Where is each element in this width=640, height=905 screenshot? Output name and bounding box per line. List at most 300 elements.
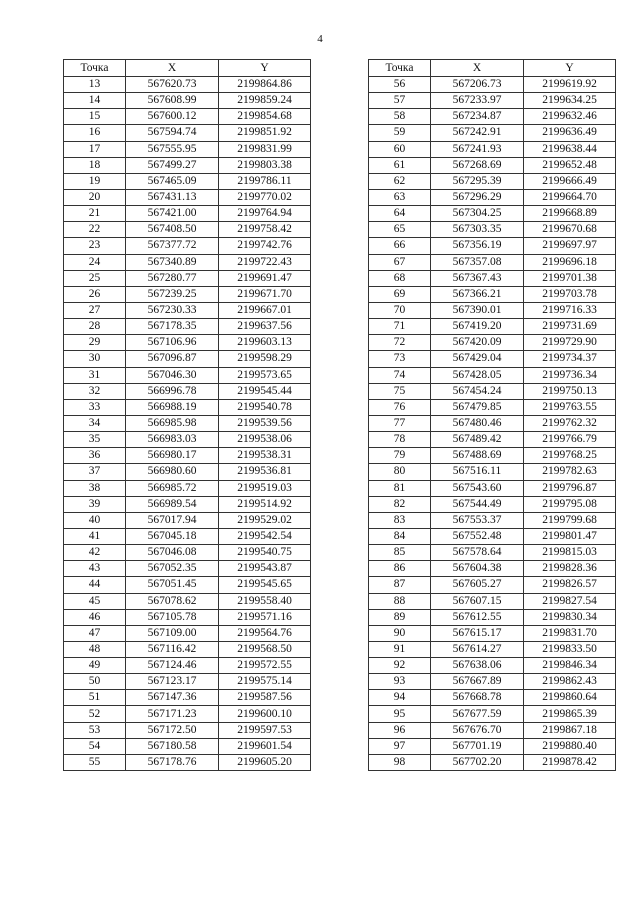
column-header-x: X <box>431 60 524 77</box>
point-cell: 72 <box>369 335 431 351</box>
y-coordinate-cell: 2199831.99 <box>219 141 311 157</box>
x-coordinate-cell: 567078.62 <box>126 593 219 609</box>
table-row <box>64 254 311 270</box>
x-coordinate-cell: 567106.96 <box>126 335 219 351</box>
table-row <box>369 577 616 593</box>
table-row <box>369 335 616 351</box>
point-cell: 88 <box>369 593 431 609</box>
point-cell: 30 <box>64 351 126 367</box>
y-coordinate-cell: 2199742.76 <box>219 238 311 254</box>
page-number: 4 <box>317 33 323 45</box>
y-coordinate-cell: 2199799.68 <box>524 512 616 528</box>
point-cell: 67 <box>369 254 431 270</box>
y-coordinate-cell: 2199854.68 <box>219 109 311 125</box>
point-cell: 55 <box>64 754 126 770</box>
x-coordinate-cell: 567667.89 <box>431 674 524 690</box>
table-row <box>369 674 616 690</box>
point-cell: 80 <box>369 464 431 480</box>
x-coordinate-cell: 567096.87 <box>126 351 219 367</box>
point-cell: 31 <box>64 367 126 383</box>
table-row <box>369 706 616 722</box>
table-row <box>64 335 311 351</box>
table-row <box>64 658 311 674</box>
table-row <box>64 77 311 93</box>
table-row <box>369 270 616 286</box>
y-coordinate-cell: 2199880.40 <box>524 738 616 754</box>
y-coordinate-cell: 2199867.18 <box>524 722 616 738</box>
table-row <box>369 609 616 625</box>
point-cell: 14 <box>64 93 126 109</box>
x-coordinate-cell: 567420.09 <box>431 335 524 351</box>
x-coordinate-cell: 567544.49 <box>431 496 524 512</box>
table-row <box>369 367 616 383</box>
table-row <box>369 125 616 141</box>
x-coordinate-cell: 567234.87 <box>431 109 524 125</box>
point-cell: 61 <box>369 157 431 173</box>
point-cell: 29 <box>64 335 126 351</box>
table-row <box>369 173 616 189</box>
point-cell: 85 <box>369 545 431 561</box>
table-row <box>369 641 616 657</box>
y-coordinate-cell: 2199758.42 <box>219 222 311 238</box>
table-row <box>369 690 616 706</box>
table-row <box>369 625 616 641</box>
point-cell: 56 <box>369 77 431 93</box>
x-coordinate-cell: 567242.91 <box>431 125 524 141</box>
table-row <box>369 254 616 270</box>
table-row <box>64 464 311 480</box>
table-row <box>369 496 616 512</box>
x-coordinate-cell: 567676.70 <box>431 722 524 738</box>
x-coordinate-cell: 567677.59 <box>431 706 524 722</box>
point-cell: 18 <box>64 157 126 173</box>
x-coordinate-cell: 567429.04 <box>431 351 524 367</box>
x-coordinate-cell: 566980.17 <box>126 448 219 464</box>
table-row <box>64 157 311 173</box>
y-coordinate-cell: 2199545.44 <box>219 383 311 399</box>
y-coordinate-cell: 2199587.56 <box>219 690 311 706</box>
table-row <box>369 561 616 577</box>
y-coordinate-cell: 2199697.97 <box>524 238 616 254</box>
y-coordinate-cell: 2199828.36 <box>524 561 616 577</box>
y-coordinate-cell: 2199539.56 <box>219 415 311 431</box>
point-cell: 95 <box>369 706 431 722</box>
point-cell: 68 <box>369 270 431 286</box>
point-cell: 76 <box>369 399 431 415</box>
y-coordinate-cell: 2199634.25 <box>524 93 616 109</box>
y-coordinate-cell: 2199519.03 <box>219 480 311 496</box>
table-row <box>369 658 616 674</box>
table-row <box>369 448 616 464</box>
x-coordinate-cell: 567239.25 <box>126 286 219 302</box>
x-coordinate-cell: 567702.20 <box>431 754 524 770</box>
y-coordinate-cell: 2199664.70 <box>524 189 616 205</box>
coordinates-table-right <box>368 59 616 771</box>
table-row <box>64 399 311 415</box>
y-coordinate-cell: 2199864.86 <box>219 77 311 93</box>
table-row <box>64 367 311 383</box>
point-cell: 63 <box>369 189 431 205</box>
y-coordinate-cell: 2199601.54 <box>219 738 311 754</box>
y-coordinate-cell: 2199666.49 <box>524 173 616 189</box>
table-row <box>369 222 616 238</box>
table-header-row <box>369 60 616 77</box>
x-coordinate-cell: 567701.19 <box>431 738 524 754</box>
x-coordinate-cell: 567051.45 <box>126 577 219 593</box>
point-cell: 62 <box>369 173 431 189</box>
y-coordinate-cell: 2199770.02 <box>219 189 311 205</box>
y-coordinate-cell: 2199529.02 <box>219 512 311 528</box>
point-cell: 47 <box>64 625 126 641</box>
point-cell: 93 <box>369 674 431 690</box>
table-row <box>369 383 616 399</box>
table-row <box>64 577 311 593</box>
table-row <box>369 319 616 335</box>
table-row <box>64 222 311 238</box>
x-coordinate-cell: 566988.19 <box>126 399 219 415</box>
y-coordinate-cell: 2199558.40 <box>219 593 311 609</box>
point-cell: 45 <box>64 593 126 609</box>
y-coordinate-cell: 2199573.65 <box>219 367 311 383</box>
table-row <box>369 545 616 561</box>
x-coordinate-cell: 567377.72 <box>126 238 219 254</box>
x-coordinate-cell: 567357.08 <box>431 254 524 270</box>
point-cell: 59 <box>369 125 431 141</box>
column-header-point: Точка <box>369 60 431 77</box>
point-cell: 73 <box>369 351 431 367</box>
table-row <box>64 561 311 577</box>
y-coordinate-cell: 2199878.42 <box>524 754 616 770</box>
y-coordinate-cell: 2199668.89 <box>524 206 616 222</box>
point-cell: 83 <box>369 512 431 528</box>
x-coordinate-cell: 567543.60 <box>431 480 524 496</box>
x-coordinate-cell: 567600.12 <box>126 109 219 125</box>
table-row <box>64 141 311 157</box>
x-coordinate-cell: 567604.38 <box>431 561 524 577</box>
x-coordinate-cell: 567147.36 <box>126 690 219 706</box>
table-row <box>64 302 311 318</box>
column-header-y: Y <box>524 60 616 77</box>
x-coordinate-cell: 567109.00 <box>126 625 219 641</box>
point-cell: 27 <box>64 302 126 318</box>
y-coordinate-cell: 2199865.39 <box>524 706 616 722</box>
y-coordinate-cell: 2199764.94 <box>219 206 311 222</box>
x-coordinate-cell: 567172.50 <box>126 722 219 738</box>
point-cell: 79 <box>369 448 431 464</box>
x-coordinate-cell: 567612.55 <box>431 609 524 625</box>
point-cell: 70 <box>369 302 431 318</box>
y-coordinate-cell: 2199762.32 <box>524 415 616 431</box>
x-coordinate-cell: 567465.09 <box>126 173 219 189</box>
x-coordinate-cell: 567594.74 <box>126 125 219 141</box>
point-cell: 35 <box>64 432 126 448</box>
table-row <box>369 754 616 770</box>
x-coordinate-cell: 567356.19 <box>431 238 524 254</box>
point-cell: 21 <box>64 206 126 222</box>
x-coordinate-cell: 567479.85 <box>431 399 524 415</box>
x-coordinate-cell: 567668.78 <box>431 690 524 706</box>
x-coordinate-cell: 567555.95 <box>126 141 219 157</box>
point-cell: 38 <box>64 480 126 496</box>
table-row <box>64 641 311 657</box>
y-coordinate-cell: 2199538.06 <box>219 432 311 448</box>
point-cell: 58 <box>369 109 431 125</box>
y-coordinate-cell: 2199750.13 <box>524 383 616 399</box>
point-cell: 66 <box>369 238 431 254</box>
table-row <box>369 302 616 318</box>
table-row <box>64 690 311 706</box>
point-cell: 75 <box>369 383 431 399</box>
x-coordinate-cell: 567553.37 <box>431 512 524 528</box>
x-coordinate-cell: 567552.48 <box>431 528 524 544</box>
table-row <box>64 270 311 286</box>
point-cell: 13 <box>64 77 126 93</box>
x-coordinate-cell: 567489.42 <box>431 432 524 448</box>
table-body-right <box>369 77 616 771</box>
y-coordinate-cell: 2199795.08 <box>524 496 616 512</box>
table-row <box>369 93 616 109</box>
table-row <box>369 238 616 254</box>
point-cell: 87 <box>369 577 431 593</box>
table-body-left <box>64 77 311 771</box>
point-cell: 22 <box>64 222 126 238</box>
y-coordinate-cell: 2199831.70 <box>524 625 616 641</box>
table-row <box>64 738 311 754</box>
x-coordinate-cell: 567268.69 <box>431 157 524 173</box>
x-coordinate-cell: 567340.89 <box>126 254 219 270</box>
table-row <box>64 189 311 205</box>
x-coordinate-cell: 567366.21 <box>431 286 524 302</box>
point-cell: 98 <box>369 754 431 770</box>
table-row <box>64 109 311 125</box>
x-coordinate-cell: 567045.18 <box>126 528 219 544</box>
point-cell: 19 <box>64 173 126 189</box>
point-cell: 28 <box>64 319 126 335</box>
point-cell: 91 <box>369 641 431 657</box>
x-coordinate-cell: 567607.15 <box>431 593 524 609</box>
y-coordinate-cell: 2199536.81 <box>219 464 311 480</box>
x-coordinate-cell: 567620.73 <box>126 77 219 93</box>
x-coordinate-cell: 566996.78 <box>126 383 219 399</box>
point-cell: 78 <box>369 432 431 448</box>
table-row <box>64 286 311 302</box>
table-row <box>64 674 311 690</box>
x-coordinate-cell: 567390.01 <box>431 302 524 318</box>
y-coordinate-cell: 2199670.68 <box>524 222 616 238</box>
table-row <box>369 528 616 544</box>
y-coordinate-cell: 2199575.14 <box>219 674 311 690</box>
y-coordinate-cell: 2199637.56 <box>219 319 311 335</box>
table-row <box>369 464 616 480</box>
y-coordinate-cell: 2199833.50 <box>524 641 616 657</box>
point-cell: 16 <box>64 125 126 141</box>
y-coordinate-cell: 2199803.38 <box>219 157 311 173</box>
y-coordinate-cell: 2199859.24 <box>219 93 311 109</box>
table-row <box>64 593 311 609</box>
x-coordinate-cell: 567178.35 <box>126 319 219 335</box>
x-coordinate-cell: 567230.33 <box>126 302 219 318</box>
x-coordinate-cell: 567608.99 <box>126 93 219 109</box>
y-coordinate-cell: 2199597.53 <box>219 722 311 738</box>
x-coordinate-cell: 567233.97 <box>431 93 524 109</box>
table-row <box>64 432 311 448</box>
x-coordinate-cell: 567499.27 <box>126 157 219 173</box>
table-row <box>64 125 311 141</box>
y-coordinate-cell: 2199862.43 <box>524 674 616 690</box>
y-coordinate-cell: 2199801.47 <box>524 528 616 544</box>
table-row <box>64 238 311 254</box>
table-row <box>64 545 311 561</box>
y-coordinate-cell: 2199731.69 <box>524 319 616 335</box>
y-coordinate-cell: 2199763.55 <box>524 399 616 415</box>
column-header-point: Точка <box>64 60 126 77</box>
point-cell: 57 <box>369 93 431 109</box>
y-coordinate-cell: 2199722.43 <box>219 254 311 270</box>
y-coordinate-cell: 2199600.10 <box>219 706 311 722</box>
point-cell: 39 <box>64 496 126 512</box>
point-cell: 82 <box>369 496 431 512</box>
x-coordinate-cell: 567171.23 <box>126 706 219 722</box>
point-cell: 23 <box>64 238 126 254</box>
point-cell: 81 <box>369 480 431 496</box>
x-coordinate-cell: 567421.00 <box>126 206 219 222</box>
table-row <box>369 480 616 496</box>
table-row <box>64 206 311 222</box>
point-cell: 37 <box>64 464 126 480</box>
table-row <box>64 609 311 625</box>
point-cell: 94 <box>369 690 431 706</box>
x-coordinate-cell: 567614.27 <box>431 641 524 657</box>
y-coordinate-cell: 2199716.33 <box>524 302 616 318</box>
x-coordinate-cell: 567303.35 <box>431 222 524 238</box>
y-coordinate-cell: 2199671.70 <box>219 286 311 302</box>
y-coordinate-cell: 2199540.75 <box>219 545 311 561</box>
x-coordinate-cell: 567178.76 <box>126 754 219 770</box>
x-coordinate-cell: 567017.94 <box>126 512 219 528</box>
x-coordinate-cell: 567052.35 <box>126 561 219 577</box>
x-coordinate-cell: 567105.78 <box>126 609 219 625</box>
table-row <box>369 415 616 431</box>
point-cell: 44 <box>64 577 126 593</box>
y-coordinate-cell: 2199564.76 <box>219 625 311 641</box>
y-coordinate-cell: 2199701.38 <box>524 270 616 286</box>
y-coordinate-cell: 2199851.92 <box>219 125 311 141</box>
x-coordinate-cell: 567241.93 <box>431 141 524 157</box>
y-coordinate-cell: 2199598.29 <box>219 351 311 367</box>
y-coordinate-cell: 2199826.57 <box>524 577 616 593</box>
x-coordinate-cell: 566985.72 <box>126 480 219 496</box>
y-coordinate-cell: 2199796.87 <box>524 480 616 496</box>
point-cell: 25 <box>64 270 126 286</box>
table-row <box>369 206 616 222</box>
point-cell: 40 <box>64 512 126 528</box>
x-coordinate-cell: 566983.03 <box>126 432 219 448</box>
x-coordinate-cell: 567280.77 <box>126 270 219 286</box>
column-header-x: X <box>126 60 219 77</box>
table-row <box>64 528 311 544</box>
y-coordinate-cell: 2199514.92 <box>219 496 311 512</box>
y-coordinate-cell: 2199572.55 <box>219 658 311 674</box>
y-coordinate-cell: 2199736.34 <box>524 367 616 383</box>
point-cell: 42 <box>64 545 126 561</box>
x-coordinate-cell: 567116.42 <box>126 641 219 657</box>
y-coordinate-cell: 2199768.25 <box>524 448 616 464</box>
table-row <box>64 754 311 770</box>
point-cell: 64 <box>369 206 431 222</box>
table-row <box>64 351 311 367</box>
y-coordinate-cell: 2199786.11 <box>219 173 311 189</box>
table-row <box>369 286 616 302</box>
x-coordinate-cell: 567206.73 <box>431 77 524 93</box>
table-row <box>64 496 311 512</box>
x-coordinate-cell: 566985.98 <box>126 415 219 431</box>
y-coordinate-cell: 2199667.01 <box>219 302 311 318</box>
x-coordinate-cell: 567123.17 <box>126 674 219 690</box>
x-coordinate-cell: 567296.29 <box>431 189 524 205</box>
y-coordinate-cell: 2199734.37 <box>524 351 616 367</box>
point-cell: 34 <box>64 415 126 431</box>
point-cell: 97 <box>369 738 431 754</box>
y-coordinate-cell: 2199860.64 <box>524 690 616 706</box>
point-cell: 48 <box>64 641 126 657</box>
x-coordinate-cell: 566989.54 <box>126 496 219 512</box>
table-row <box>64 448 311 464</box>
point-cell: 71 <box>369 319 431 335</box>
point-cell: 17 <box>64 141 126 157</box>
point-cell: 36 <box>64 448 126 464</box>
y-coordinate-cell: 2199545.65 <box>219 577 311 593</box>
table-row <box>64 415 311 431</box>
table-row <box>369 109 616 125</box>
table-row <box>369 189 616 205</box>
point-cell: 52 <box>64 706 126 722</box>
point-cell: 33 <box>64 399 126 415</box>
y-coordinate-cell: 2199782.63 <box>524 464 616 480</box>
y-coordinate-cell: 2199568.50 <box>219 641 311 657</box>
table-row <box>369 77 616 93</box>
point-cell: 51 <box>64 690 126 706</box>
table-row <box>369 399 616 415</box>
x-coordinate-cell: 567454.24 <box>431 383 524 399</box>
point-cell: 96 <box>369 722 431 738</box>
point-cell: 89 <box>369 609 431 625</box>
x-coordinate-cell: 567615.17 <box>431 625 524 641</box>
y-coordinate-cell: 2199619.92 <box>524 77 616 93</box>
y-coordinate-cell: 2199632.46 <box>524 109 616 125</box>
point-cell: 92 <box>369 658 431 674</box>
point-cell: 32 <box>64 383 126 399</box>
point-cell: 77 <box>369 415 431 431</box>
point-cell: 53 <box>64 722 126 738</box>
x-coordinate-cell: 567578.64 <box>431 545 524 561</box>
x-coordinate-cell: 567488.69 <box>431 448 524 464</box>
table-row <box>369 351 616 367</box>
point-cell: 15 <box>64 109 126 125</box>
table-row <box>369 722 616 738</box>
table-header-row <box>64 60 311 77</box>
table-row <box>369 141 616 157</box>
table-row <box>64 480 311 496</box>
y-coordinate-cell: 2199827.54 <box>524 593 616 609</box>
point-cell: 84 <box>369 528 431 544</box>
point-cell: 65 <box>369 222 431 238</box>
y-coordinate-cell: 2199830.34 <box>524 609 616 625</box>
table-row <box>64 319 311 335</box>
column-header-y: Y <box>219 60 311 77</box>
point-cell: 46 <box>64 609 126 625</box>
coordinates-table-left <box>63 59 311 771</box>
point-cell: 43 <box>64 561 126 577</box>
